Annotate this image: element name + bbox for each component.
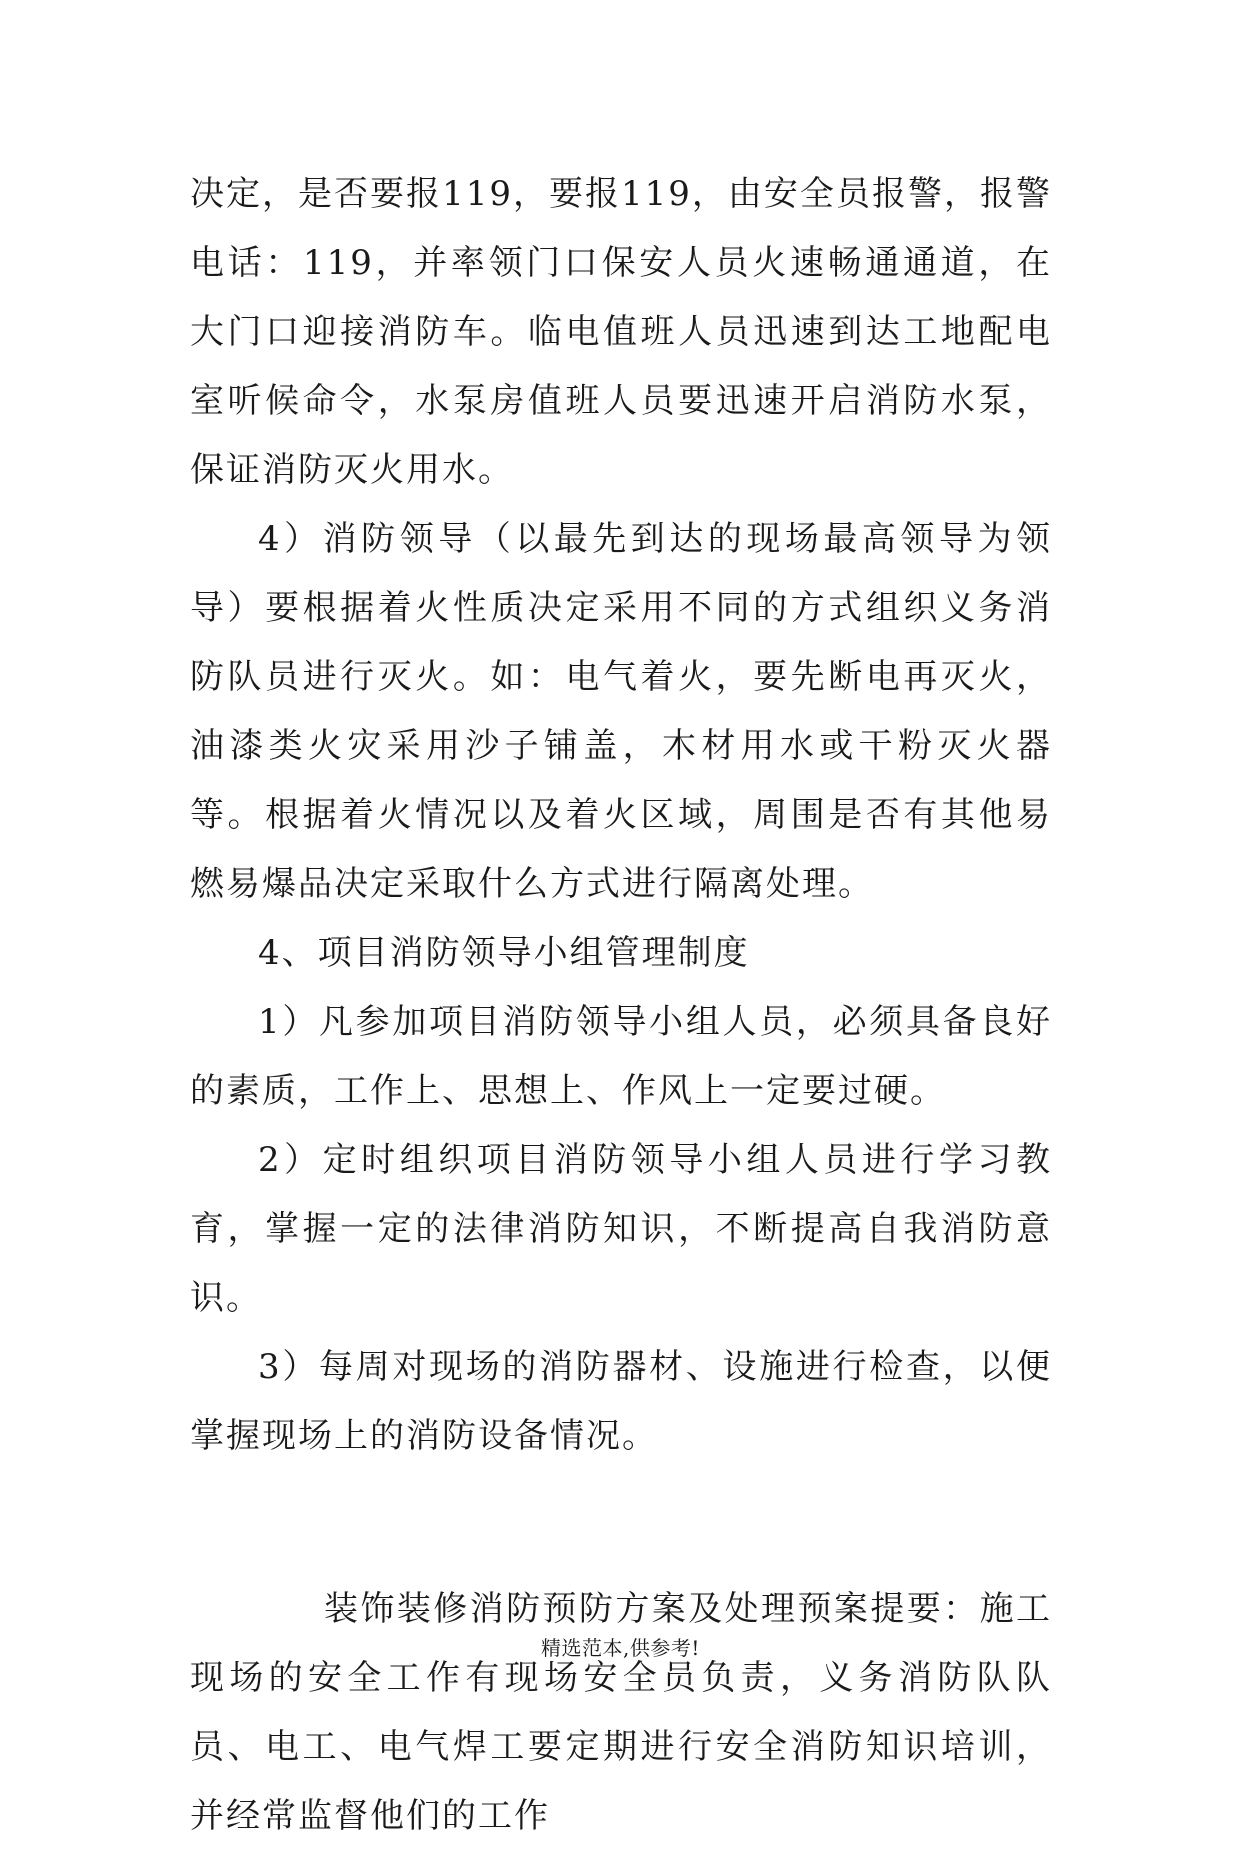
paragraph-fire-fighting-leadership: 4）消防领导（以最先到达的现场最高领导为领导）要根据着火性质决定采用不同的方式组织义务消防队员进行灭火。如：电气着火，要先断电再灭火，油漆类火灾采用沙子铺盖，木材用水或干粉灭火器等。根据着火情况以及着火区域，周围是否有其他易燃易爆品决定采取什么方式进行隔离处理。 [190,519,1052,904]
paragraph-fire-alarm-procedure: 决定，是否要报119，要报119，由安全员报警，报警电话：119，并率领门口保安人员火速畅通通道，在大门口迎接消防车。临电值班人员迅速到达工地配电室听候命令，水泵房值班人员要迅速开启消防水泵，保证消防灭火用水。 [190,174,1052,490]
page-footer: 精选范本,供参考! [541,1636,700,1660]
document-body [190,160,1052,1851]
paragraph-rule-3: 3）每周对现场的消防器材、设施进行检查，以便掌握现场上的消防设备情况。 [190,1347,1052,1456]
paragraph-decoration-fire-plan-summary: 装饰装修消防预防方案及处理预案提要：施工现场的安全工作有现场安全员负责，义务消防队队员、电工、电气焊工要定期进行安全消防知识培训，并经常监督他们的工作 [190,1589,1052,1836]
section-heading-management-system: 4、项目消防领导小组管理制度 [258,933,750,973]
paragraph-spacer [190,1471,1052,1575]
paragraph-rule-1: 1）凡参加项目消防领导小组人员，必须具备良好的素质，工作上、思想上、作风上一定要过硬。 [190,1002,1052,1111]
paragraph-rule-2: 2）定时组织项目消防领导小组人员进行学习教育，掌握一定的法律消防知识，不断提高自我消防意识。 [190,1140,1052,1318]
